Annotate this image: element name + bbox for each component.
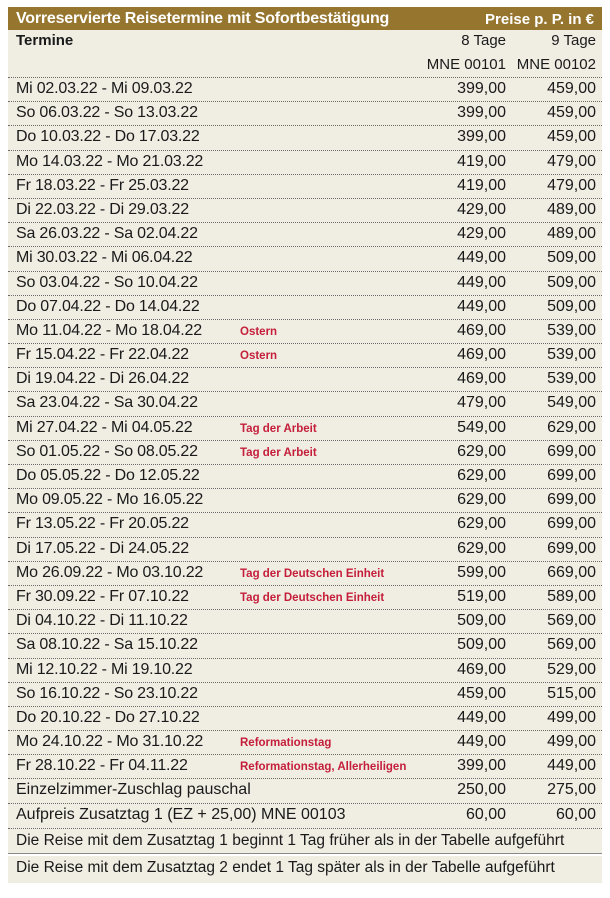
product-code-9-tage: MNE 00102 bbox=[516, 56, 596, 73]
table-row bbox=[8, 441, 602, 465]
table-header-bar bbox=[8, 7, 602, 30]
date-range: Di 17.05.22 - Di 24.05.22 bbox=[16, 539, 189, 557]
price-9-tage: 515,00 bbox=[547, 684, 596, 702]
price-8-tage: 519,00 bbox=[457, 587, 506, 605]
date-range: Fr 15.04.22 - Fr 22.04.22 bbox=[16, 346, 189, 364]
date-range: Mi 27.04.22 - Mi 04.05.22 bbox=[16, 418, 193, 436]
price-9-tage: 509,00 bbox=[547, 249, 596, 267]
date-range: Fr 30.09.22 - Fr 07.10.22 bbox=[16, 587, 189, 605]
table-row bbox=[8, 151, 602, 175]
holiday-note: Tag der Arbeit bbox=[240, 422, 317, 435]
table-row bbox=[8, 707, 602, 731]
surcharge-rows bbox=[8, 779, 602, 829]
table-row bbox=[8, 659, 602, 683]
date-range: Di 19.04.22 - Di 26.04.22 bbox=[16, 370, 189, 388]
table-row bbox=[8, 586, 602, 610]
column-header-termine: Termine bbox=[16, 32, 74, 49]
price-9-tage: 459,00 bbox=[547, 80, 596, 97]
price-9-tage: 529,00 bbox=[547, 660, 596, 678]
price-9-tage: 499,00 bbox=[547, 708, 596, 726]
table-row bbox=[8, 683, 602, 707]
price-table bbox=[8, 30, 602, 829]
date-range: So 06.03.22 - So 13.03.22 bbox=[16, 104, 198, 122]
price-8-tage: 469,00 bbox=[457, 346, 506, 364]
price-9-tage: 569,00 bbox=[547, 612, 596, 630]
price-8-tage: 399,00 bbox=[457, 104, 506, 122]
price-9-tage: 669,00 bbox=[547, 563, 596, 581]
price-9-tage: 509,00 bbox=[547, 273, 596, 291]
date-range: Do 07.04.22 - Do 14.04.22 bbox=[16, 297, 200, 315]
date-range: Di 22.03.22 - Di 29.03.22 bbox=[16, 200, 189, 218]
price-8-tage: 629,00 bbox=[457, 442, 506, 460]
price-9-tage: 699,00 bbox=[547, 491, 596, 509]
holiday-note: Reformationstag, Allerheiligen bbox=[240, 761, 407, 774]
price-table-panel bbox=[8, 7, 602, 883]
table-row bbox=[8, 731, 602, 755]
price-9-tage: 449,00 bbox=[547, 757, 596, 775]
price-9-tage: 489,00 bbox=[547, 225, 596, 243]
surcharge-8-tage: 250,00 bbox=[457, 781, 506, 799]
price-8-tage: 629,00 bbox=[457, 539, 506, 557]
footnote-zusatztag-1: Die Reise mit dem Zusatztag 1 beginnt 1 Tag früher als in der Tabelle aufgeführt bbox=[16, 832, 565, 850]
footnote-row bbox=[8, 856, 602, 883]
date-range: Do 20.10.22 - Do 27.10.22 bbox=[16, 708, 200, 726]
date-range: Mo 09.05.22 - Mo 16.05.22 bbox=[16, 491, 204, 509]
column-header-9-tage: 9 Tage bbox=[551, 32, 596, 49]
table-row bbox=[8, 392, 602, 416]
surcharge-row bbox=[8, 804, 602, 829]
price-9-tage: 459,00 bbox=[547, 104, 596, 122]
price-8-tage: 449,00 bbox=[457, 273, 506, 291]
price-8-tage: 449,00 bbox=[457, 297, 506, 315]
holiday-note: Reformationstag bbox=[240, 737, 332, 750]
date-rows bbox=[8, 78, 602, 779]
price-9-tage: 699,00 bbox=[547, 539, 596, 557]
table-row bbox=[8, 489, 602, 513]
date-range: Do 05.05.22 - Do 12.05.22 bbox=[16, 467, 200, 484]
price-8-tage: 419,00 bbox=[457, 176, 506, 194]
price-9-tage: 539,00 bbox=[547, 321, 596, 339]
table-row bbox=[8, 755, 602, 779]
date-range: So 01.05.22 - So 08.05.22 bbox=[16, 442, 198, 460]
price-8-tage: 449,00 bbox=[457, 733, 506, 751]
table-row bbox=[8, 296, 602, 320]
table-row bbox=[8, 538, 602, 562]
holiday-note: Tag der Deutschen Einheit bbox=[240, 591, 385, 604]
price-9-tage: 479,00 bbox=[547, 152, 596, 170]
table-row bbox=[8, 344, 602, 368]
price-8-tage: 449,00 bbox=[457, 708, 506, 726]
date-range: Sa 23.04.22 - Sa 30.04.22 bbox=[16, 394, 198, 412]
date-range: Fr 13.05.22 - Fr 20.05.22 bbox=[16, 515, 189, 533]
date-range: Fr 18.03.22 - Fr 25.03.22 bbox=[16, 176, 189, 194]
price-8-tage: 429,00 bbox=[457, 225, 506, 243]
column-header-8-tage: 8 Tage bbox=[461, 32, 506, 49]
price-9-tage: 589,00 bbox=[547, 587, 596, 605]
product-code-8-tage: MNE 00101 bbox=[426, 56, 506, 73]
price-9-tage: 459,00 bbox=[547, 128, 596, 146]
price-9-tage: 539,00 bbox=[547, 370, 596, 388]
price-8-tage: 399,00 bbox=[457, 80, 506, 97]
price-8-tage: 509,00 bbox=[457, 636, 506, 654]
date-range: So 03.04.22 - So 10.04.22 bbox=[16, 273, 198, 291]
table-row bbox=[8, 102, 602, 126]
price-8-tage: 449,00 bbox=[457, 249, 506, 267]
price-9-tage: 569,00 bbox=[547, 636, 596, 654]
table-row bbox=[8, 78, 602, 102]
price-9-tage: 479,00 bbox=[547, 176, 596, 194]
table-row bbox=[8, 247, 602, 271]
date-range: Sa 08.10.22 - Sa 15.10.22 bbox=[16, 636, 198, 654]
table-row bbox=[8, 223, 602, 247]
date-range: Mi 02.03.22 - Mi 09.03.22 bbox=[16, 80, 193, 97]
column-header-row bbox=[8, 30, 602, 54]
table-row bbox=[8, 465, 602, 489]
price-9-tage: 489,00 bbox=[547, 200, 596, 218]
price-8-tage: 429,00 bbox=[457, 200, 506, 218]
surcharge-label: Einzelzimmer-Zuschlag pauschal bbox=[16, 781, 251, 799]
date-range: Mo 24.10.22 - Mo 31.10.22 bbox=[16, 733, 204, 751]
date-range: Mi 12.10.22 - Mi 19.10.22 bbox=[16, 660, 193, 678]
table-row bbox=[8, 368, 602, 392]
date-range: Mi 30.03.22 - Mi 06.04.22 bbox=[16, 249, 193, 267]
table-row bbox=[8, 562, 602, 586]
date-range: Fr 28.10.22 - Fr 04.11.22 bbox=[16, 757, 188, 775]
surcharge-9-tage: 275,00 bbox=[547, 781, 596, 799]
table-row bbox=[8, 175, 602, 199]
price-8-tage: 629,00 bbox=[457, 515, 506, 533]
table-title: Vorreservierte Reisetermine mit Sofortbestätigung bbox=[16, 10, 390, 27]
price-8-tage: 599,00 bbox=[457, 563, 506, 581]
price-8-tage: 549,00 bbox=[457, 418, 506, 436]
column-code-row bbox=[8, 54, 602, 78]
holiday-note: Ostern bbox=[240, 325, 278, 338]
table-row bbox=[8, 634, 602, 658]
surcharge-9-tage: 60,00 bbox=[555, 806, 596, 824]
price-8-tage: 469,00 bbox=[457, 660, 506, 678]
date-range: Sa 26.03.22 - Sa 02.04.22 bbox=[16, 225, 198, 243]
price-9-tage: 699,00 bbox=[547, 515, 596, 533]
date-range: Do 10.03.22 - Do 17.03.22 bbox=[16, 128, 200, 146]
price-8-tage: 419,00 bbox=[457, 152, 506, 170]
price-9-tage: 699,00 bbox=[547, 467, 596, 484]
holiday-note: Ostern bbox=[240, 350, 278, 363]
date-range: Di 04.10.22 - Di 11.10.22 bbox=[16, 612, 188, 630]
price-9-tage: 699,00 bbox=[547, 442, 596, 460]
surcharge-8-tage: 60,00 bbox=[465, 806, 506, 824]
table-row bbox=[8, 513, 602, 537]
price-8-tage: 469,00 bbox=[457, 321, 506, 339]
price-9-tage: 539,00 bbox=[547, 346, 596, 364]
holiday-note: Tag der Arbeit bbox=[240, 446, 317, 459]
holiday-note: Tag der Deutschen Einheit bbox=[240, 567, 385, 580]
date-range: Mo 14.03.22 - Mo 21.03.22 bbox=[16, 152, 204, 170]
footnote-zusatztag-2: Die Reise mit dem Zusatztag 2 endet 1 Tag später als in der Tabelle aufgeführt bbox=[16, 859, 555, 877]
surcharge-label: Aufpreis Zusatztag 1 (EZ + 25,00) MNE 00103 bbox=[16, 806, 346, 824]
price-unit-label: Preise p. P. in € bbox=[485, 11, 594, 28]
table-row bbox=[8, 320, 602, 344]
price-8-tage: 399,00 bbox=[457, 757, 506, 775]
price-9-tage: 549,00 bbox=[547, 394, 596, 412]
price-8-tage: 399,00 bbox=[457, 128, 506, 146]
table-row bbox=[8, 610, 602, 634]
date-range: Mo 11.04.22 - Mo 18.04.22 bbox=[16, 321, 202, 339]
price-9-tage: 509,00 bbox=[547, 297, 596, 315]
price-8-tage: 629,00 bbox=[457, 491, 506, 509]
footnote-row bbox=[8, 829, 602, 854]
table-row bbox=[8, 417, 602, 441]
price-9-tage: 629,00 bbox=[547, 418, 596, 436]
price-9-tage: 499,00 bbox=[547, 733, 596, 751]
table-row bbox=[8, 199, 602, 223]
surcharge-row bbox=[8, 779, 602, 804]
table-row bbox=[8, 126, 602, 150]
price-8-tage: 459,00 bbox=[457, 684, 506, 702]
date-range: So 16.10.22 - So 23.10.22 bbox=[16, 684, 198, 702]
price-8-tage: 469,00 bbox=[457, 370, 506, 388]
date-range: Mo 26.09.22 - Mo 03.10.22 bbox=[16, 563, 204, 581]
table-row bbox=[8, 272, 602, 296]
price-8-tage: 509,00 bbox=[457, 612, 506, 630]
price-8-tage: 629,00 bbox=[457, 467, 506, 484]
price-8-tage: 479,00 bbox=[457, 394, 506, 412]
